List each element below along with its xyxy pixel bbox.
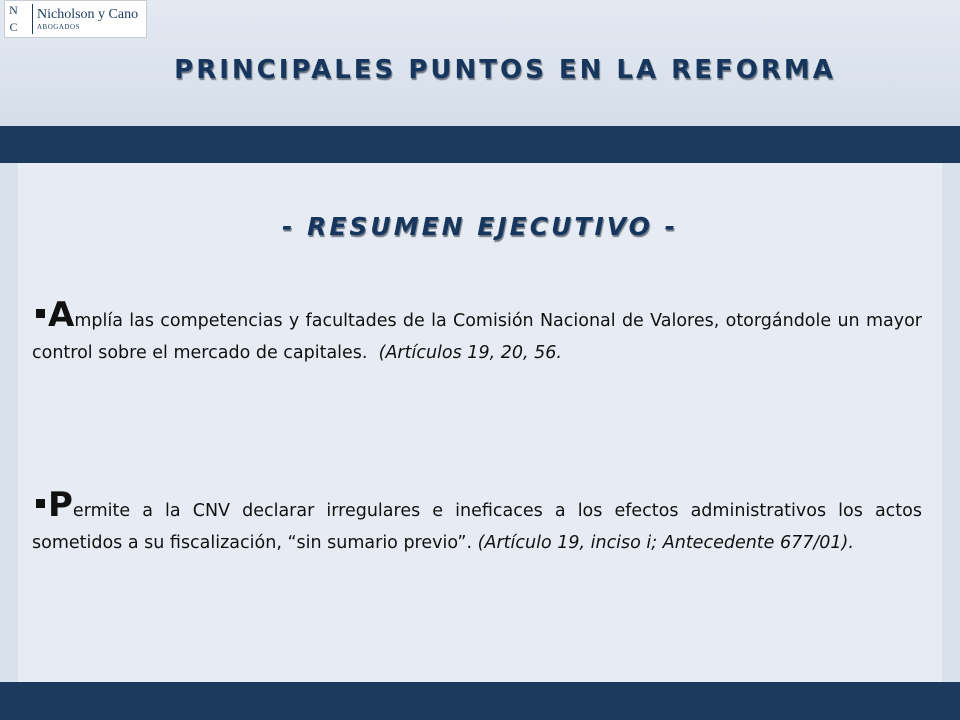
bullet-point: [32, 295, 922, 369]
logo-name: Nicholson y Cano: [37, 6, 139, 22]
logo-monogram-letter: N: [9, 3, 18, 17]
drop-cap: P: [48, 485, 73, 525]
logo-subtitle: ABOGADOS: [37, 22, 80, 31]
square-bullet-icon: [36, 499, 45, 508]
top-band: [0, 126, 960, 163]
logo-monogram: [8, 2, 30, 36]
bullet-point: [32, 485, 922, 559]
section-subtitle: - RESUMEN EJECUTIVO -: [282, 212, 678, 241]
bottom-band: [0, 682, 960, 720]
logo-divider: [32, 4, 33, 34]
slide-title: PRINCIPALES PUNTOS EN LA REFORMA: [174, 55, 836, 85]
square-bullet-icon: [36, 309, 45, 318]
logo-monogram-letter: C: [9, 20, 18, 34]
bullet-text: mplía las competencias y facultades de la Comisión Nacional de Valores, otorgándole un mayor control sobre el mercado de capitales.: [32, 311, 922, 363]
logo: [4, 0, 147, 38]
bullet-reference: (Artículo 19, inciso i; Antecedente 677/01).: [477, 533, 854, 553]
drop-cap: A: [48, 295, 75, 335]
bullet-reference: (Artículos 19, 20, 56.: [378, 343, 562, 363]
bullet-text: ermite a la CNV declarar irregulares e ineficaces a los efectos administrativos los actos sometidos a su fiscalización, “sin sumario previo”.: [32, 501, 922, 553]
